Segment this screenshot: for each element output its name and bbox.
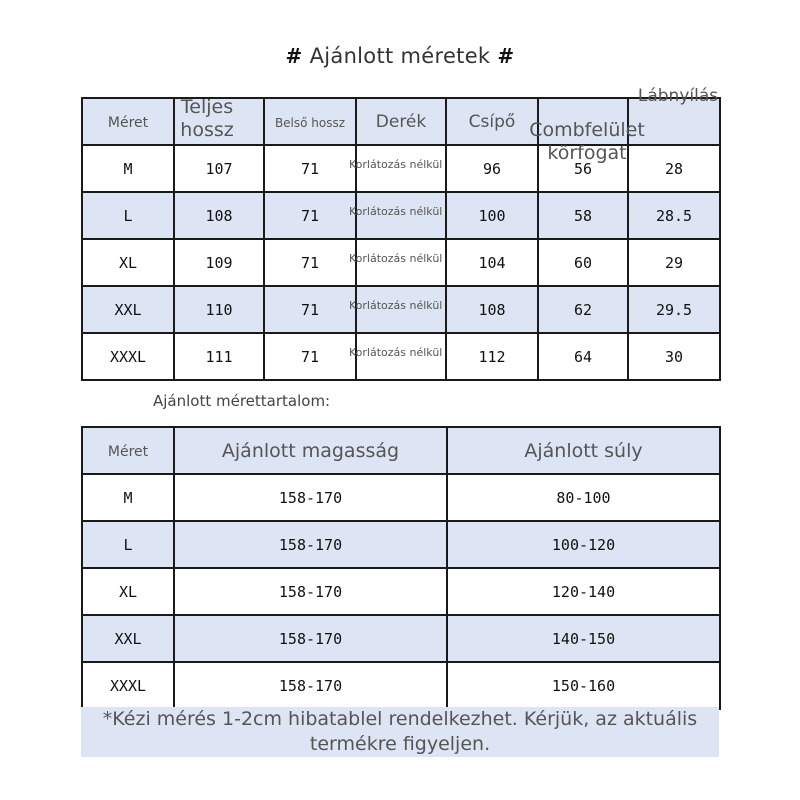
cell-hip: 108	[446, 286, 538, 333]
cell-size: XL	[82, 239, 174, 286]
header-leg-opening: Lábnyílás	[628, 98, 720, 145]
table-row	[82, 521, 720, 568]
cell-full-length: 109	[174, 239, 264, 286]
header-hip: Csípő	[446, 98, 538, 145]
cell-leg-opening: 28.5	[628, 192, 720, 239]
cell-leg-opening: 29	[628, 239, 720, 286]
table-row	[82, 615, 720, 662]
cell-waist: Korlátozás nélkül	[356, 192, 446, 239]
cell-size: L	[82, 521, 174, 568]
cell-thigh: 58	[538, 192, 628, 239]
cell-size: M	[82, 145, 174, 192]
table-row	[82, 474, 720, 521]
cell-height: 158-170	[174, 615, 447, 662]
page-title	[0, 44, 800, 68]
cell-leg-opening: 29.5	[628, 286, 720, 333]
cell-size: XXL	[82, 286, 174, 333]
size-table	[81, 86, 721, 381]
cell-waist: Korlátozás nélkül	[356, 239, 446, 286]
page-title-text: Ajánlott méretek	[309, 44, 491, 68]
cell-size: XL	[82, 568, 174, 615]
table-row	[82, 568, 720, 615]
cell-leg-opening: 30	[628, 333, 720, 380]
cell-weight: 80-100	[447, 474, 720, 521]
hash-left-icon: #	[285, 44, 303, 68]
cell-hip: 112	[446, 333, 538, 380]
cell-height: 158-170	[174, 662, 447, 709]
cell-inseam: 71	[264, 239, 356, 286]
recommended-table-header	[82, 427, 720, 474]
cell-thigh: 64	[538, 333, 628, 380]
cell-weight: 100-120	[447, 521, 720, 568]
cell-thigh: 62	[538, 286, 628, 333]
cell-inseam: 71	[264, 286, 356, 333]
table-row	[82, 239, 720, 286]
cell-thigh: 60	[538, 239, 628, 286]
cell-waist: Korlátozás nélkül	[356, 286, 446, 333]
cell-weight: 140-150	[447, 615, 720, 662]
table-row	[82, 192, 720, 239]
cell-size: XXXL	[82, 662, 174, 709]
cell-hip: 96	[446, 145, 538, 192]
header-full-length: Teljes hossz	[174, 98, 264, 145]
cell-hip: 100	[446, 192, 538, 239]
cell-height: 158-170	[174, 474, 447, 521]
cell-height: 158-170	[174, 521, 447, 568]
cell-full-length: 108	[174, 192, 264, 239]
table-row	[82, 286, 720, 333]
cell-weight: 120-140	[447, 568, 720, 615]
cell-weight: 150-160	[447, 662, 720, 709]
cell-size: XXL	[82, 615, 174, 662]
table-row	[82, 662, 720, 709]
header-weight: Ajánlott súly	[447, 427, 720, 474]
cell-thigh: 56	[538, 145, 628, 192]
header-inseam: Belső hossz	[264, 98, 356, 145]
header-size: Méret	[82, 427, 174, 474]
recommended-table	[81, 426, 721, 710]
measurement-note: *Kézi mérés 1-2cm hibatablel rendelkezhet. Kérjük, az aktuális termékre figyeljen.	[81, 707, 719, 757]
header-height: Ajánlott magasság	[174, 427, 447, 474]
cell-inseam: 71	[264, 192, 356, 239]
cell-size: L	[82, 192, 174, 239]
cell-hip: 104	[446, 239, 538, 286]
cell-inseam: 71	[264, 333, 356, 380]
cell-full-length: 107	[174, 145, 264, 192]
header-waist: Derék	[356, 98, 446, 145]
header-size: Méret	[82, 98, 174, 145]
cell-full-length: 111	[174, 333, 264, 380]
size-table-header	[82, 98, 720, 145]
recommended-range-label: Ajánlott mérettartalom:	[153, 392, 331, 410]
cell-full-length: 110	[174, 286, 264, 333]
cell-height: 158-170	[174, 568, 447, 615]
hash-right-icon: #	[497, 44, 515, 68]
table-row	[82, 333, 720, 380]
cell-leg-opening: 28	[628, 145, 720, 192]
cell-waist: Korlátozás nélkül	[356, 145, 446, 192]
cell-size: M	[82, 474, 174, 521]
header-thigh: Combfelület körfogat	[538, 98, 628, 145]
cell-inseam: 71	[264, 145, 356, 192]
cell-size: XXXL	[82, 333, 174, 380]
cell-waist: Korlátozás nélkül	[356, 333, 446, 380]
